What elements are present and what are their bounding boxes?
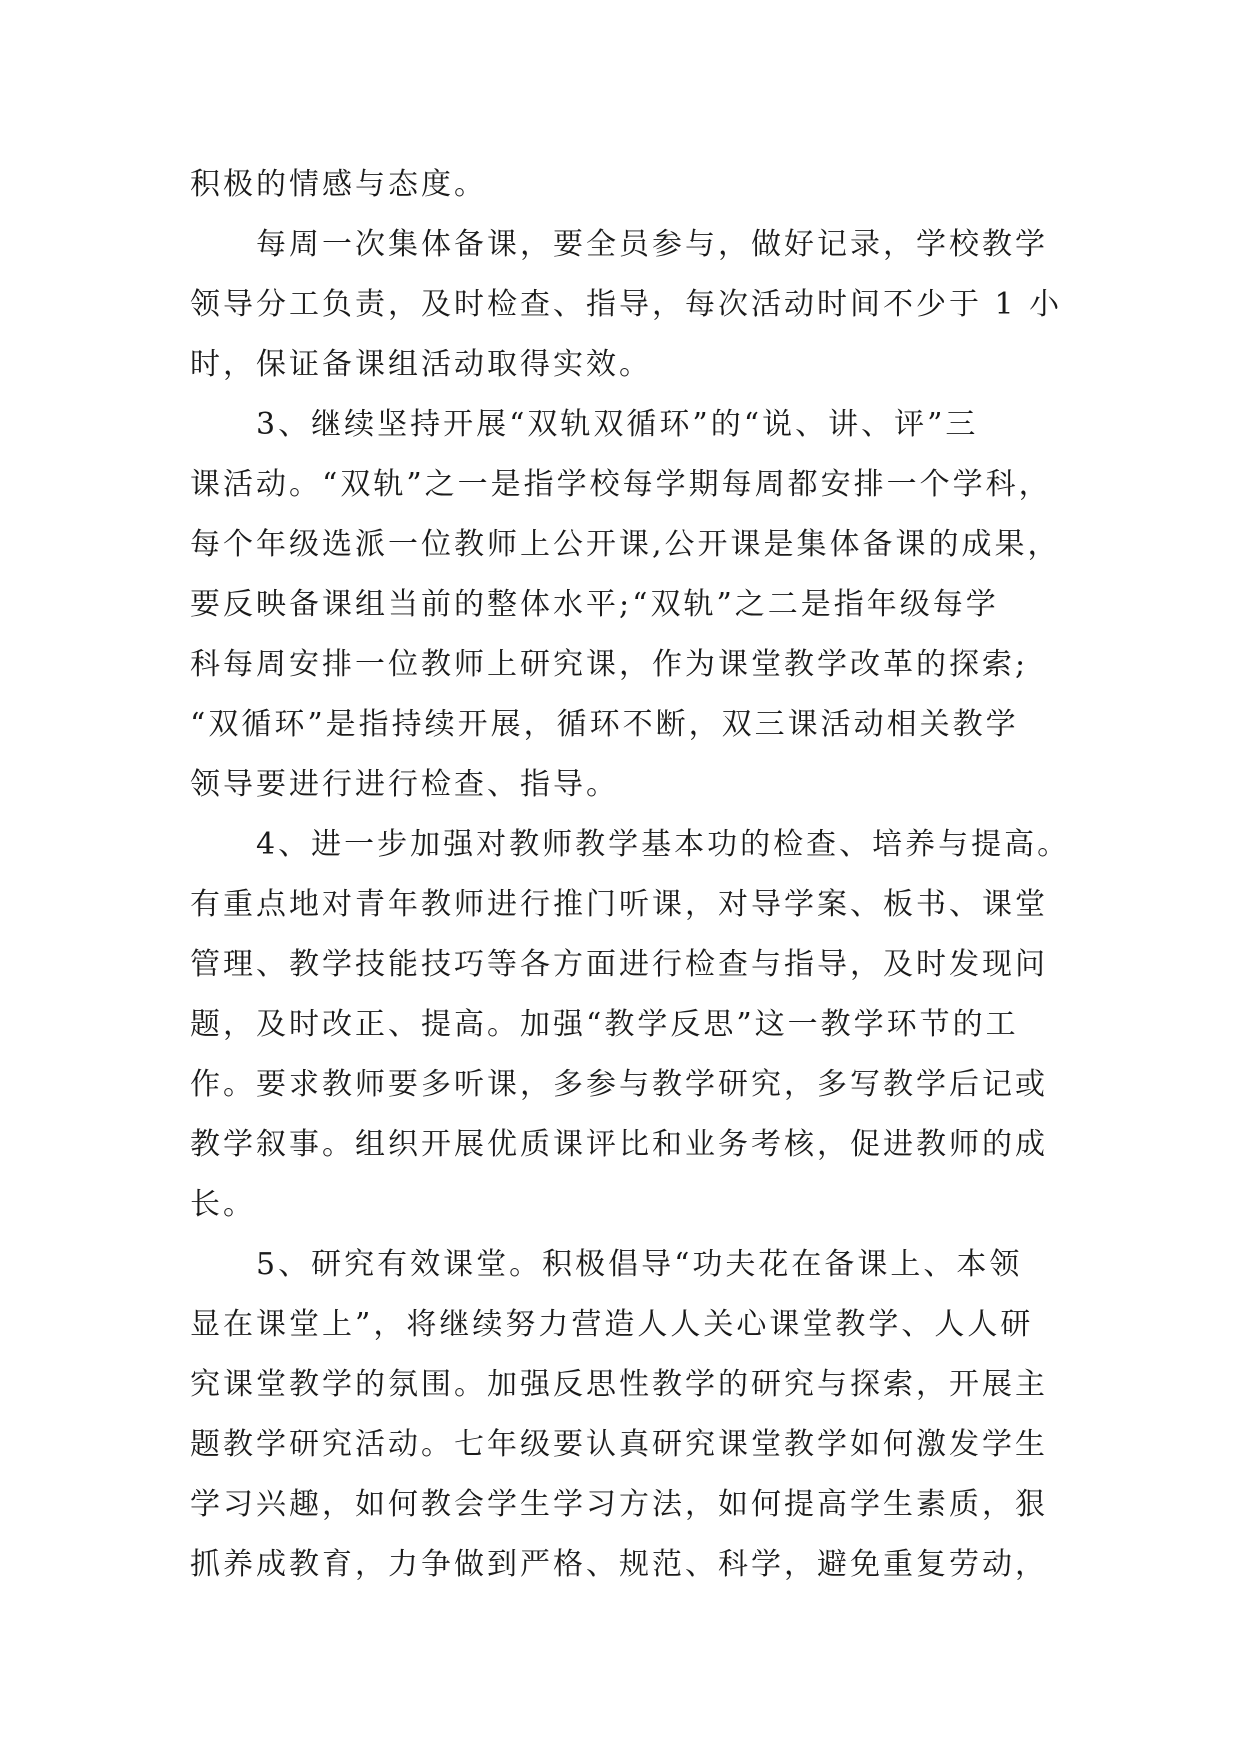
text-line: 有重点地对青年教师进行推门听课，对导学案、板书、课堂: [190, 887, 1048, 922]
text-line: 究课堂教学的氛围。加强反思性教学的研究与探索，开展主: [190, 1367, 1048, 1402]
paragraph-first-line: 5、研究有效课堂。积极倡导“功夫花在备课上、本领: [256, 1247, 1023, 1282]
text-line: 领导分工负责，及时检查、指导，每次活动时间不少于 1 小: [190, 287, 1063, 322]
text-line: 学习兴趣，如何教会学生学习方法，如何提高学生素质，狠: [190, 1487, 1048, 1522]
text-line: 抓养成教育，力争做到严格、规范、科学，避免重复劳动，: [190, 1547, 1048, 1582]
text-line: 教学叙事。组织开展优质课评比和业务考核，促进教师的成: [190, 1127, 1048, 1162]
text-line: 作。要求教师要多听课，多参与教学研究，多写教学后记或: [190, 1067, 1048, 1102]
paragraph-first-line: 每周一次集体备课，要全员参与，做好记录，学校教学: [256, 227, 1048, 262]
text-line: “双循环”是指持续开展，循环不断，双三课活动相关教学: [190, 707, 1019, 742]
text-line: 题，及时改正、提高。加强“教学反思”这一教学环节的工: [190, 1007, 1019, 1042]
paragraph-first-line: 3、继续坚持开展“双轨双循环”的“说、讲、评”三: [256, 407, 979, 442]
text-line: 积极的情感与态度。: [190, 167, 487, 202]
text-line: 时，保证备课组活动取得实效。: [190, 347, 652, 382]
body-text: [190, 155, 1071, 1595]
text-line: 管理、教学技能技巧等各方面进行检查与指导，及时发现问: [190, 947, 1048, 982]
text-line: 课活动。“双轨”之一是指学校每学期每周都安排一个学科，: [190, 467, 1052, 502]
text-line: 题教学研究活动。七年级要认真研究课堂教学如何激发学生: [190, 1427, 1048, 1462]
paragraph-first-line: 4、进一步加强对教师教学基本功的检查、培养与提高。: [256, 827, 1071, 862]
text-line: 领导要进行进行检查、指导。: [190, 767, 619, 802]
text-line: 长。: [190, 1187, 256, 1222]
text-line: 科每周安排一位教师上研究课，作为课堂教学改革的探索;: [190, 647, 1029, 682]
text-line: 每个年级选派一位教师上公开课,公开课是集体备课的成果，: [190, 527, 1061, 562]
text-line: 要反映备课组当前的整体水平;“双轨”之二是指年级每学: [190, 587, 999, 622]
text-line: 显在课堂上”，将继续努力营造人人关心课堂教学、人人研: [190, 1307, 1034, 1342]
